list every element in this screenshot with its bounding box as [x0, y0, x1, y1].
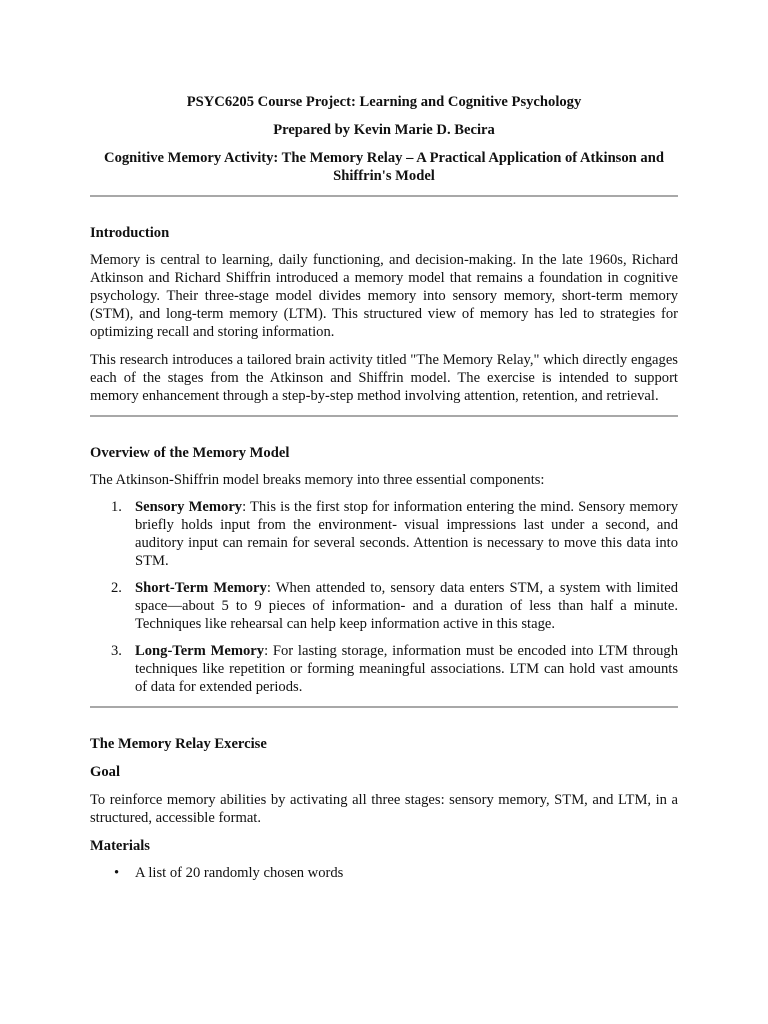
goal-text: To reinforce memory abilities by activating all three stages: sensory memory, STM, and LTM, in a structured, accessible format.: [90, 792, 678, 826]
section-divider: [90, 415, 678, 417]
list-item: [90, 579, 678, 633]
stage-term: Long-Term Memory: [135, 643, 265, 659]
course-title: PSYC6205 Course Project: Learning and Cognitive Psychology: [186, 94, 582, 110]
list-number: 3.: [111, 643, 122, 659]
section-divider: [90, 195, 678, 197]
memory-stage-list: [90, 498, 678, 696]
list-number: 2.: [111, 580, 122, 596]
stage-term: Short-Term Memory: [135, 580, 267, 596]
stage-term: Sensory Memory: [135, 499, 243, 515]
document-body: [90, 93, 678, 882]
material-text: A list of 20 randomly chosen words: [135, 865, 344, 881]
goal-heading: Goal: [90, 764, 120, 780]
prepared-by: Prepared by Kevin Marie D. Becira: [273, 122, 495, 138]
bullet-icon: •: [114, 865, 120, 881]
introduction-paragraph-2: This research introduces a tailored brain activity titled "The Memory Relay," which directly engages each of the stages from the Atkinson and Shiffrin model. The exercise is intended to support memory enhancement through a step-by-step method involving attention, retention, and retrieval.: [90, 352, 678, 404]
exercise-heading: The Memory Relay Exercise: [90, 736, 267, 752]
introduction-paragraph-1: Memory is central to learning, daily functioning, and decision-making. In the late 1960s, Richard Atkinson and Richard Shiffrin introduced a memory model that remains a foundation in cognitive psychology. Their three-stage model divides memory into sensory memory, short-term memory (STM), and long-term memory (LTM). This structured view of memory has led to strategies for optimizing recall and storing information.: [90, 252, 678, 340]
stage-description: : When attended to, sensory data enters STM, a system with limited space—about 5 to 9 pieces of information- and a duration of less than half a minute. Techniques like rehearsal can help keep information active in this stage.: [135, 580, 678, 632]
list-item: [90, 864, 678, 882]
overview-heading: Overview of the Memory Model: [90, 445, 290, 461]
materials-list: [90, 864, 678, 882]
list-item: [90, 642, 678, 696]
list-item: [90, 498, 678, 570]
activity-title: Cognitive Memory Activity: The Memory Relay – A Practical Application of Atkinson and Shiffrin's Model: [104, 150, 664, 184]
stage-description: : For lasting storage, information must be encoded into LTM through techniques like repetition or forming meaningful associations. LTM can hold vast amounts of data for extended periods.: [135, 643, 679, 695]
overview-intro: The Atkinson-Shiffrin model breaks memory into three essential components:: [90, 472, 545, 488]
introduction-heading: Introduction: [90, 225, 170, 241]
materials-heading: Materials: [90, 838, 150, 854]
stage-description: : This is the first stop for information entering the mind. Sensory memory briefly holds input from the environment- visual impressions last under a second, and auditory input can remain for several seconds. Attention is necessary to move this data into STM.: [135, 499, 678, 569]
section-divider: [90, 706, 678, 708]
list-number: 1.: [111, 499, 122, 515]
